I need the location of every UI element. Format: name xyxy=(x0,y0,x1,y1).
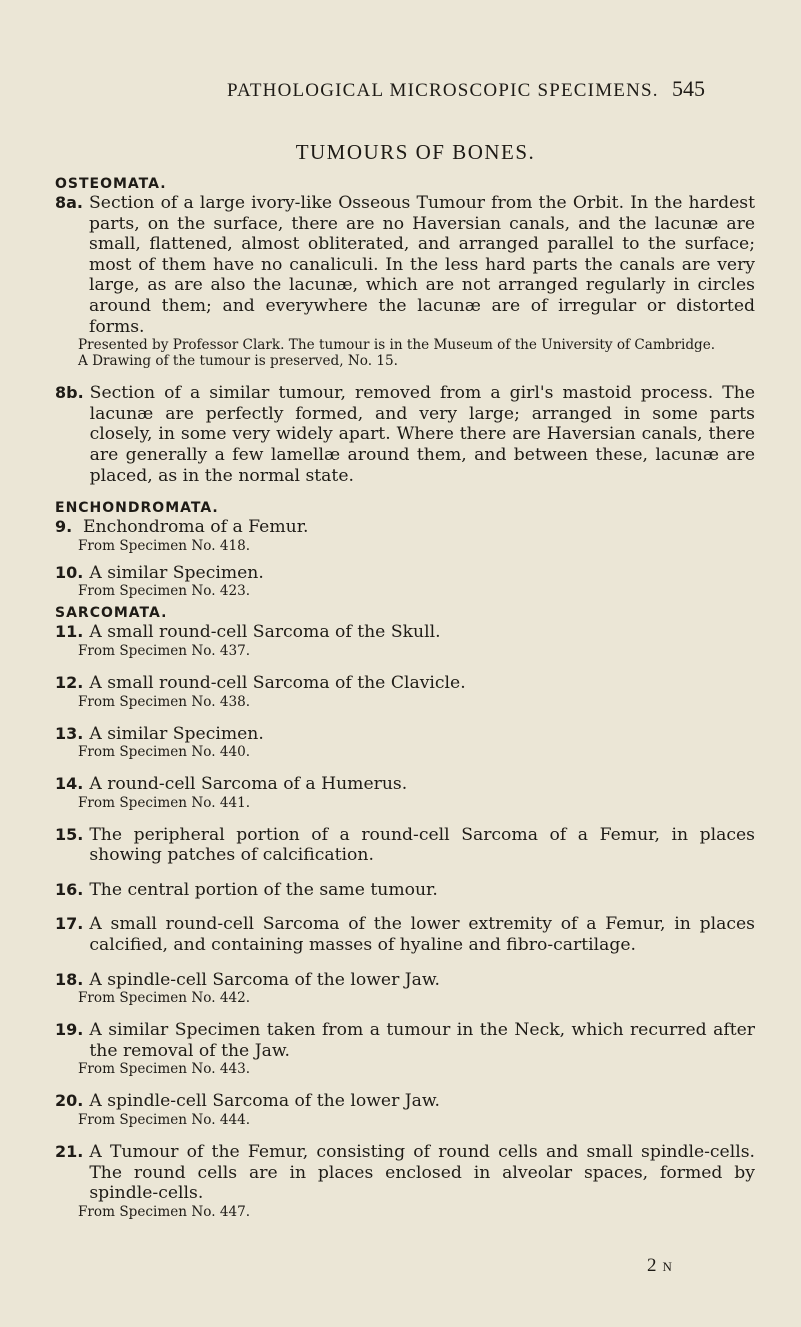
entry-number: 12. xyxy=(55,672,84,692)
signature-letter: N xyxy=(662,1259,672,1274)
section-heading-enchondromata: ENCHONDROMATA. xyxy=(55,500,219,517)
entry-number: 15. xyxy=(55,824,84,844)
printer-signature xyxy=(647,1255,672,1277)
entry-number: 17. xyxy=(55,914,84,934)
entry-text: A similar Specimen. xyxy=(89,562,264,583)
signature-number: 2 xyxy=(647,1255,657,1276)
entry-15 xyxy=(55,825,755,866)
entry-21 xyxy=(55,1142,755,1204)
entry-text: A round-cell Sarcoma of a Humerus. xyxy=(89,774,408,795)
entry-17 xyxy=(55,914,755,955)
entry-16 xyxy=(55,880,755,901)
entry-text: Section of a similar tumour, removed from a girl's mastoid process. The lacunæ are perfectly formed, and very large; arranged in some parts closely, in some very widely apart. Where there are Haversian canals, there are generally a few lamellæ around them, and between these, lacunæ are placed, as in the normal state. xyxy=(89,383,755,486)
entry-note: A Drawing of the tumour is preserved, No. 15. xyxy=(78,353,398,370)
entry-note: From Specimen No. 440. xyxy=(78,744,251,761)
entry-number: 8b. xyxy=(55,383,84,403)
entry-note: From Specimen No. 443. xyxy=(78,1061,251,1078)
document-body xyxy=(55,176,755,1220)
entry-text: A Tumour of the Femur, consisting of round cells and small spindle-cells. The round cells are in places enclosed in alveolar spaces, formed by spindle-cells. xyxy=(89,1142,755,1204)
entry-11 xyxy=(55,622,755,643)
entry-13 xyxy=(55,724,755,745)
entry-text: A small round-cell Sarcoma of the Clavicle. xyxy=(89,672,466,693)
entry-note: From Specimen No. 418. xyxy=(78,537,251,554)
entry-number: 16. xyxy=(55,879,84,899)
entry-note: From Specimen No. 438. xyxy=(78,693,251,710)
entry-8a xyxy=(55,193,755,337)
entry-note: From Specimen No. 423. xyxy=(78,583,251,600)
entry-number: 8a. xyxy=(55,193,84,212)
entry-9 xyxy=(55,517,755,538)
entry-number: 14. xyxy=(55,774,84,794)
entry-8b xyxy=(55,383,755,486)
entry-number: 21. xyxy=(55,1142,84,1162)
entry-number: 10. xyxy=(55,562,84,582)
running-header xyxy=(0,76,801,110)
entry-18 xyxy=(55,970,755,991)
entry-10 xyxy=(55,563,755,584)
entry-note: Presented by Professor Clark. The tumour is in the Museum of the University of Cambridge. xyxy=(78,337,716,354)
entry-note: From Specimen No. 447. xyxy=(78,1203,251,1220)
entry-text: The central portion of the same tumour. xyxy=(89,879,438,900)
entry-number: 18. xyxy=(55,969,84,989)
entry-note: From Specimen No. 441. xyxy=(78,794,251,811)
entry-number: 20. xyxy=(55,1091,84,1111)
entry-note: From Specimen No. 444. xyxy=(78,1112,251,1129)
entry-text: The peripheral portion of a round-cell Sarcoma of a Femur, in places showing patches of calcification. xyxy=(89,824,755,866)
entry-text: A spindle-cell Sarcoma of the lower Jaw. xyxy=(89,969,441,990)
entry-text: Enchondroma of a Femur. xyxy=(83,517,309,538)
entry-12 xyxy=(55,673,755,694)
entry-text: A similar Specimen taken from a tumour in the Neck, which recurred after the removal of the Jaw. xyxy=(89,1020,755,1061)
entry-note: From Specimen No. 437. xyxy=(78,642,251,659)
entry-20 xyxy=(55,1091,755,1112)
entry-text: A spindle-cell Sarcoma of the lower Jaw. xyxy=(89,1091,441,1112)
page-number: 545 xyxy=(672,76,705,101)
entry-note: From Specimen No. 442. xyxy=(78,990,251,1007)
entry-text: A small round-cell Sarcoma of the Skull. xyxy=(89,622,441,643)
entry-text: A similar Specimen. xyxy=(89,723,264,744)
chapter-title: TUMOURS OF BONES. xyxy=(295,140,536,164)
entry-number: 13. xyxy=(55,723,84,743)
entry-19 xyxy=(55,1020,755,1061)
entry-number: 19. xyxy=(55,1020,84,1040)
entry-text: A small round-cell Sarcoma of the lower extremity of a Femur, in places calcified, and containing masses of hyaline and fibro-cartilage. xyxy=(89,914,755,956)
entry-number: 9. xyxy=(55,517,73,537)
entry-14 xyxy=(55,774,755,795)
running-title: PATHOLOGICAL MICROSCOPIC SPECIMENS. xyxy=(227,80,659,101)
section-heading-sarcomata: SARCOMATA. xyxy=(55,605,168,622)
entry-text: Section of a large ivory-like Osseous Tumour from the Orbit. In the hardest parts, on the surface, there are no Haversian canals, and the lacunæ are small, flattened, almost obliterated, and arranged parallel to the surface; most of them have no canaliculi. In the less hard parts the canals are very large, as are also the lacunæ, which are not arranged regularly in circles around them; and everywhere the lacunæ are of irregular or distorted forms. xyxy=(89,193,755,337)
entry-number: 11. xyxy=(55,622,84,642)
section-heading-osteomata: OSTEOMATA. xyxy=(55,176,167,192)
